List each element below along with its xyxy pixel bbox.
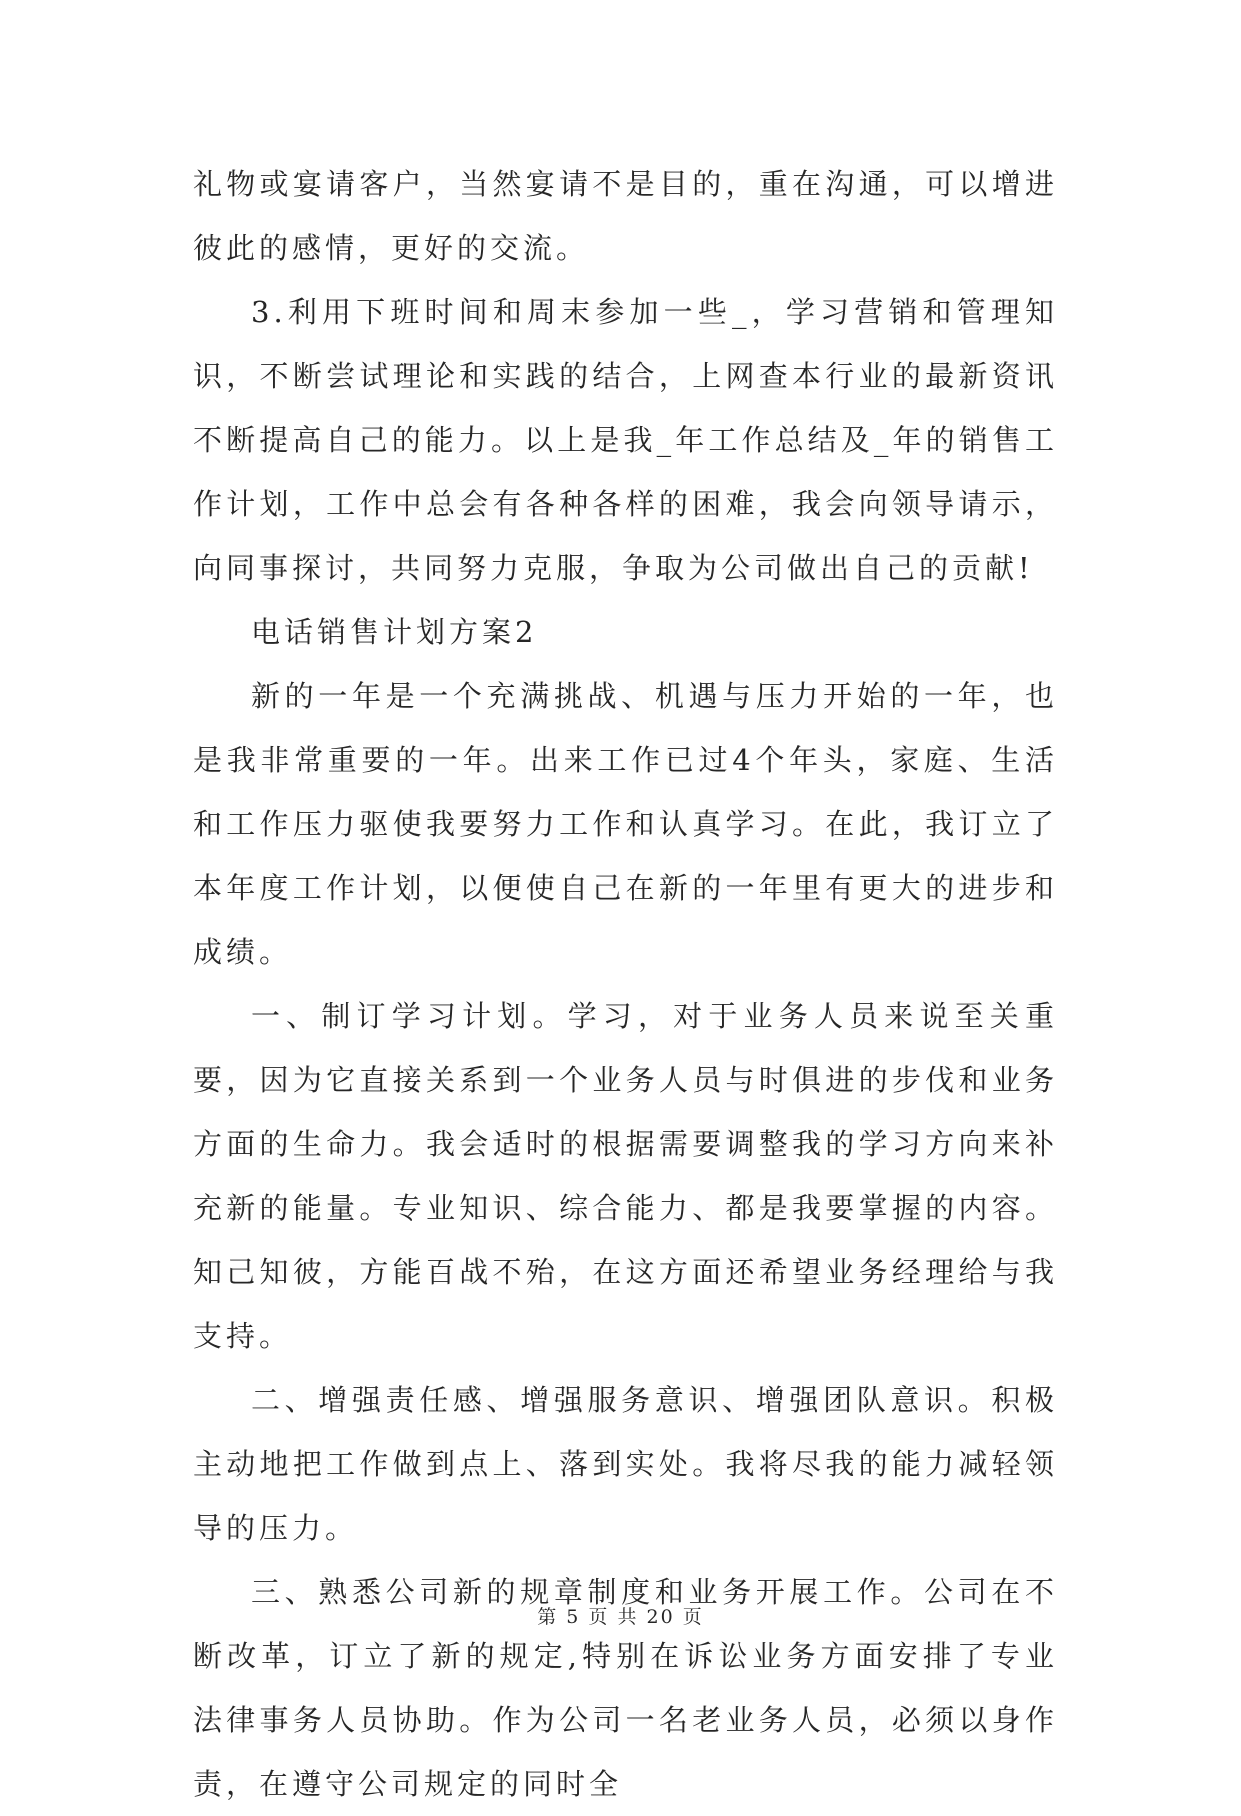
paragraph-company-rules: 三、熟悉公司新的规章制度和业务开展工作。公司在不断改革，订立了新的规定,特别在诉讼业务方面安排了专业法律事务人员协助。作为公司一名老业务人员，必须以身作责，在遵守公司规定的同时全 [193,1575,1058,1801]
section-heading-plan-2: 电话销售计划方案2 [251,615,538,649]
paragraph-study-plan: 一、制订学习计划。学习，对于业务人员来说至关重要，因为它直接关系到一个业务人员与时俱进的步伐和业务方面的生命力。我会适时的根据需要调整我的学习方向来补充新的能量。专业知识、综合能力、都是我要掌握的内容。知己知彼，方能百战不殆，在这方面还希望业务经理给与我支持。 [193,999,1058,1353]
paragraph-new-year: 新的一年是一个充满挑战、机遇与压力开始的一年，也是我非常重要的一年。出来工作已过4个年头，家庭、生活和工作压力驱使我要努力工作和认真学习。在此，我订立了本年度工作计划，以便使自己在新的一年里有更大的进步和成绩。 [193,679,1058,969]
paragraph-learning-after-work: 3.利用下班时间和周末参加一些_，学习营销和管理知识，不断尝试理论和实践的结合，上网查本行业的最新资讯不断提高自己的能力。以上是我_年工作总结及_年的销售工作计划，工作中总会有各种各样的困难，我会向领导请示，向同事探讨，共同努力克服，争取为公司做出自己的贡献! [193,295,1058,585]
document-body [193,152,1058,1816]
page-footer: 第 5 页 共 20 页 [537,1606,704,1628]
paragraph-gifts: 礼物或宴请客户，当然宴请不是目的，重在沟通，可以增进彼此的感情，更好的交流。 [193,167,1058,265]
paragraph-responsibility: 二、增强责任感、增强服务意识、增强团队意识。积极主动地把工作做到点上、落到实处。我将尽我的能力减轻领导的压力。 [193,1383,1058,1545]
